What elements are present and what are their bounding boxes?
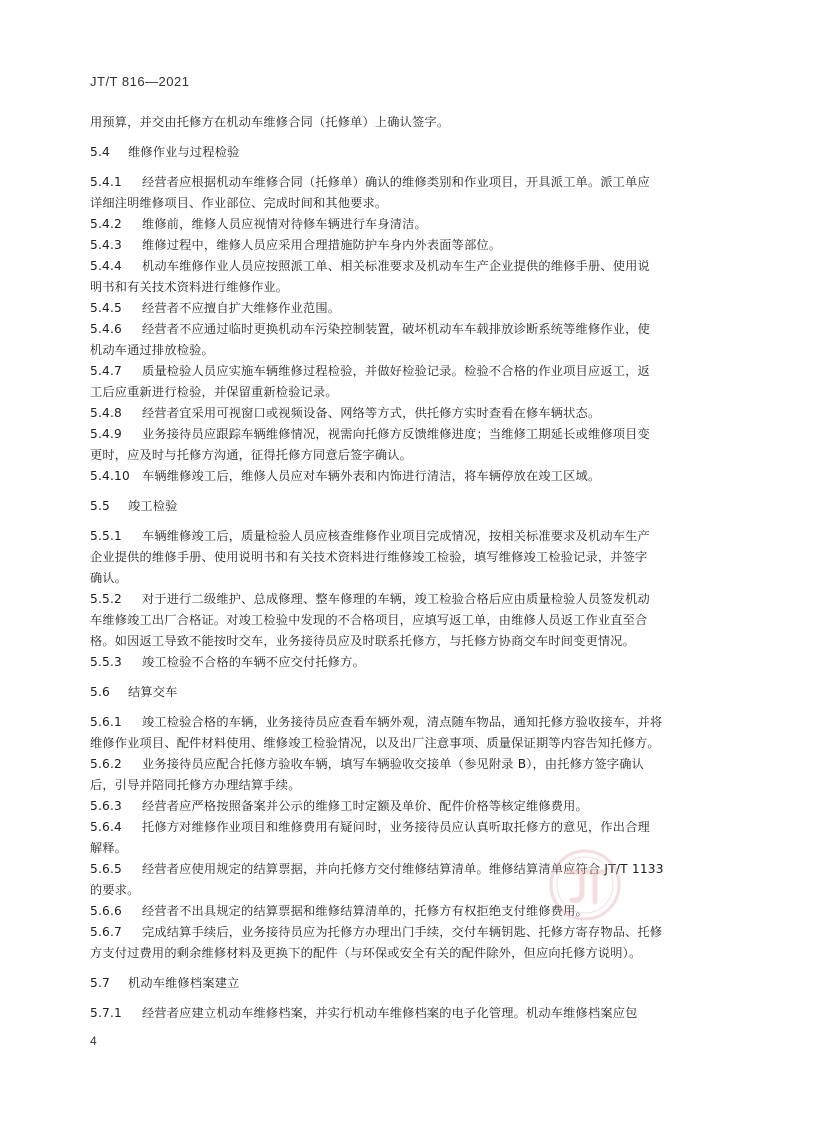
clause-text: 详细注明维修项目、作业部位、完成时间和其他要求。 (90, 196, 388, 210)
clause-number: 5.4.6 (90, 322, 123, 336)
clause-text: 维修过程中，维修人员应采用合理措施防护车身内外表面等部位。 (142, 238, 502, 252)
text-line (90, 610, 740, 631)
text-line (90, 235, 740, 256)
clause-text: 经营者不应擅自扩大维修作业范围。 (142, 301, 341, 315)
text-line (90, 256, 740, 277)
clause-number: 5.4.3 (90, 238, 123, 252)
document-body (90, 112, 740, 1024)
clause-text: 机动车通过排放检验。 (90, 343, 214, 357)
text-line (90, 1003, 740, 1024)
text-line (90, 817, 740, 838)
text-line (90, 193, 740, 214)
clause-text: 经营者应根据机动车维修合同（托修单）确认的维修类别和作业项目，开具派工单。派工单应 (142, 175, 650, 189)
text-line (90, 526, 740, 547)
clause-number: 5.4.4 (90, 259, 123, 273)
text-line (90, 112, 740, 133)
clause-text: 经营者宜采用可视窗口或视频设备、网络等方式，供托修方实时查看在修车辆状态。 (142, 406, 601, 420)
clause-number: 5.6.6 (90, 904, 123, 918)
clause-number: 5.6.7 (90, 925, 123, 939)
text-line (90, 466, 740, 487)
clause-text: 经营者应建立机动车维修档案，并实行机动车维修档案的电子化管理。机动车维修档案应包 (142, 1006, 638, 1020)
clause-number: 5.6.4 (90, 820, 123, 834)
clause-number: 5.6 (90, 685, 110, 699)
clause-text: 维修作业项目、配件材料使用、维修竣工检验情况，以及出厂注意事项、质量保证期等内容告知托修方。 (90, 736, 660, 750)
clause-number: 5.7 (90, 976, 110, 990)
clause-number: 5.5.3 (90, 655, 123, 669)
clause-number: 5.5.2 (90, 592, 123, 606)
text-line (90, 796, 740, 817)
text-line (90, 424, 740, 445)
clause-number: 5.6.2 (90, 757, 123, 771)
text-line (90, 445, 740, 466)
text-line (90, 733, 740, 754)
text-line (90, 382, 740, 403)
text-line (90, 277, 740, 298)
text-line (90, 298, 740, 319)
clause-text: 业务接待员应跟踪车辆维修情况，视需向托修方反馈维修进度；当维修工期延长或维修项目变 (142, 427, 650, 441)
section-heading (90, 973, 740, 994)
clause-number: 5.7.1 (90, 1006, 123, 1020)
text-line (90, 214, 740, 235)
clause-text: 质量检验人员应实施车辆维修过程检验，并做好检验记录。检验不合格的作业项目应返工，返 (142, 364, 650, 378)
text-line (90, 652, 740, 673)
clause-number: 5.6.1 (90, 715, 123, 729)
section-heading (90, 682, 740, 703)
clause-number: 5.6.5 (90, 862, 123, 876)
clause-number: 5.6.3 (90, 799, 123, 813)
clause-number: 5.4.5 (90, 301, 123, 315)
section-heading (90, 496, 740, 517)
text-line (90, 172, 740, 193)
text-line (90, 631, 740, 652)
clause-text: 车辆维修竣工后，维修人员应对车辆外表和内饰进行清洁，将车辆停放在竣工区域。 (142, 469, 601, 483)
text-line (90, 712, 740, 733)
clause-text: 维修前，维修人员应视情对待修车辆进行车身清洁。 (142, 217, 427, 231)
standard-code-header: JT/T 816—2021 (90, 74, 190, 89)
clause-text: 对于进行二级维护、总成修理、整车修理的车辆，竣工检验合格后应由质量检验人员签发机动 (142, 592, 650, 606)
text-line (90, 568, 740, 589)
text-line (90, 340, 740, 361)
text-line (90, 922, 740, 943)
clause-text: 竣工检验 (128, 499, 178, 513)
clause-text: 工后应重新进行检验，并保留重新检验记录。 (90, 385, 338, 399)
clause-number: 5.4.2 (90, 217, 123, 231)
clause-text: 更时，应及时与托修方沟通，征得托修方同意后签字确认。 (90, 448, 413, 462)
text-line (90, 775, 740, 796)
clause-number: 5.4.7 (90, 364, 123, 378)
clause-text: 业务接待员应配合托修方验收车辆，填写车辆验收交接单（参见附录 B），由托修方签字确认 (142, 757, 645, 771)
text-line (90, 859, 740, 880)
clause-text: 后，引导并陪同托修方办理结算手续。 (90, 778, 301, 792)
clause-number: 5.4 (90, 145, 110, 159)
clause-text: 竣工检验不合格的车辆不应交付托修方。 (142, 655, 365, 669)
clause-text: 结算交车 (128, 685, 178, 699)
text-line (90, 403, 740, 424)
clause-text: 机动车维修档案建立 (128, 976, 240, 990)
clause-text: 完成结算手续后，业务接待员应为托修方办理出门手续，交付车辆钥匙、托修方寄存物品、托修 (142, 925, 663, 939)
clause-text: 车辆维修竣工后，质量检验人员应核查维修作业项目完成情况，按相关标准要求及机动车生产 (142, 529, 650, 543)
section-heading (90, 142, 740, 163)
clause-text: 用预算，并交由托修方在机动车维修合同（托修单）上确认签字。 (90, 115, 450, 129)
clause-text: 托修方对维修作业项目和维修费用有疑问时，业务接待员应认真听取托修方的意见，作出合理 (142, 820, 650, 834)
clause-text: 的要求。 (90, 883, 140, 897)
text-line (90, 943, 740, 964)
clause-text: 机动车维修作业人员应按照派工单、相关标准要求及机动车生产企业提供的维修手册、使用说 (142, 259, 650, 273)
clause-number: 5.5 (90, 499, 110, 513)
clause-text: 格。如因返工导致不能按时交车，业务接待员应及时联系托修方，与托修方协商交车时间变更情况。 (90, 634, 636, 648)
text-line (90, 880, 740, 901)
text-line (90, 547, 740, 568)
clause-text: 经营者应使用规定的结算票据，并向托修方交付维修结算清单。维修结算清单应符合 JT/T 1133 (142, 862, 664, 876)
text-line (90, 838, 740, 859)
clause-text: 解释。 (90, 841, 128, 855)
clause-number: 5.4.8 (90, 406, 123, 420)
text-line (90, 319, 740, 340)
page-number: 4 (90, 1034, 97, 1048)
clause-text: 经营者不应通过临时更换机动车污染控制装置，破坏机动车车载排放诊断系统等维修作业，使 (142, 322, 650, 336)
clause-text: 车维修竣工出厂合格证。对竣工检验中发现的不合格项目，应填写返工单，由维修人员返工作业直至合 (90, 613, 648, 627)
text-line (90, 901, 740, 922)
clause-text: 确认。 (90, 571, 128, 585)
text-line (90, 589, 740, 610)
clause-text: 明书和有关技术资料进行维修作业。 (90, 280, 289, 294)
text-line (90, 361, 740, 382)
clause-text: 维修作业与过程检验 (128, 145, 240, 159)
text-line (90, 754, 740, 775)
clause-text: 竣工检验合格的车辆，业务接待员应查看车辆外观，清点随车物品，通知托修方验收接车，并将 (142, 715, 663, 729)
clause-number: 5.4.10 (90, 469, 130, 483)
clause-number: 5.5.1 (90, 529, 123, 543)
clause-text: 方支付过费用的剩余维修材料及更换下的配件（与环保或安全有关的配件除外，但应向托修方说明）。 (90, 946, 642, 960)
clause-number: 5.4.1 (90, 175, 123, 189)
clause-text: 经营者应严格按照备案并公示的维修工时定额及单价、配件价格等核定维修费用。 (142, 799, 588, 813)
clause-text: 企业提供的维修手册、使用说明书和有关技术资料进行维修竣工检验，填写维修竣工检验记录，并签字 (90, 550, 648, 564)
clause-text: 经营者不出具规定的结算票据和维修结算清单的，托修方有权拒绝支付维修费用。 (142, 904, 588, 918)
clause-number: 5.4.9 (90, 427, 123, 441)
